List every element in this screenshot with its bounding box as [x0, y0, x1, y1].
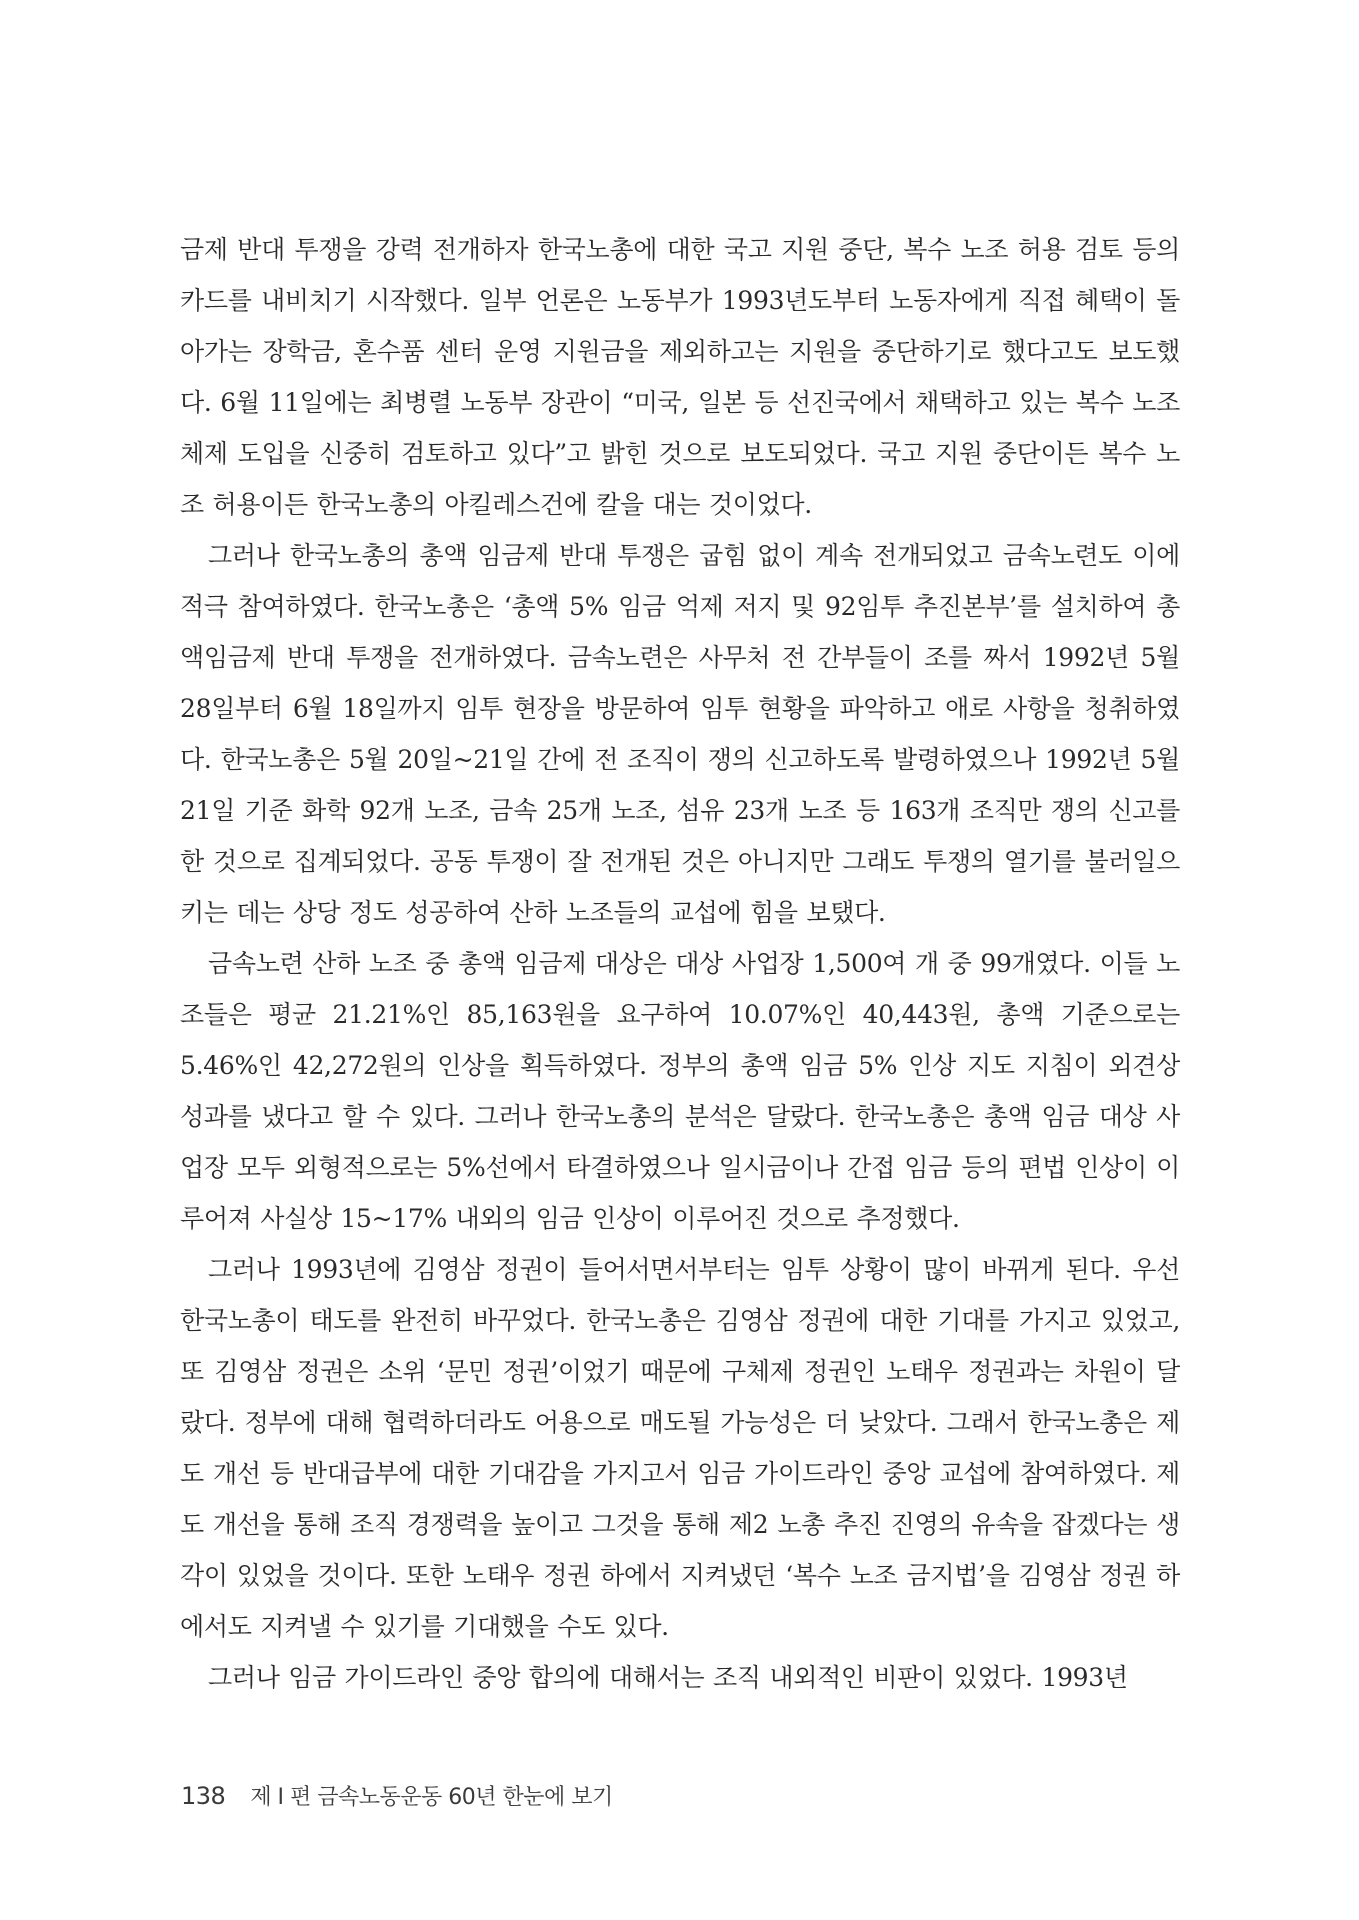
paragraph-5: 그러나 임금 가이드라인 중앙 합의에 대해서는 조직 내외적인 비판이 있었다. 1993년 [208, 1663, 1128, 1692]
paragraph-1: 금제 반대 투쟁을 강력 전개하자 한국노총에 대한 국고 지원 중단, 복수 노조 허용 검토 등의 카드를 내비치기 시작했다. 일부 언론은 노동부가 1993년도부터 노동자에게 직접 혜택이 돌아가는 장학금, 혼수품 센터 운영 지원금을 제외하고는 지원을 중단하기로 했다고도 보도했다. 6월 11일에는 최병렬 노동부 장관이 “미국, 일본 등 선진국에서 채택하고 있는 복수 노조 체제 도입을 신중히 검토하고 있다”고 밝힌 것으로 보도되었다. 국고 지원 중단이든 복수 노조 허용이든 한국노총의 아킬레스건에 칼을 대는 것이었다. [180, 235, 1180, 519]
page-number: 138 [181, 1782, 226, 1810]
paragraph-4: 그러나 1993년에 김영삼 정권이 들어서면서부터는 임투 상황이 많이 바뀌게 된다. 우선 한국노총이 태도를 완전히 바꾸었다. 한국노총은 김영삼 정권에 대한 기대를 가지고 있었고, 또 김영삼 정권은 소위 ‘문민 정권’이었기 때문에 구체제 정권인 노태우 정권과는 차원이 달랐다. 정부에 대해 협력하더라도 어용으로 매도될 가능성은 더 낮았다. 그래서 한국노총은 제도 개선 등 반대급부에 대한 기대감을 가지고서 임금 가이드라인 중앙 교섭에 참여하였다. 제도 개선을 통해 조직 경쟁력을 높이고 그것을 통해 제2 노총 추진 진영의 유속을 잡겠다는 생각이 있었을 것이다. 또한 노태우 정권 하에서 지켜냈던 ‘복수 노조 금지법’을 김영삼 정권 하에서도 지켜낼 수 있기를 기대했을 수도 있다. [180, 1255, 1180, 1641]
body-text [180, 224, 1180, 1703]
paragraph-2: 그러나 한국노총의 총액 임금제 반대 투쟁은 굽힘 없이 계속 전개되었고 금속노련도 이에 적극 참여하였다. 한국노총은 ‘총액 5% 임금 억제 저지 및 92임투 추진본부’를 설치하여 총액임금제 반대 투쟁을 전개하였다. 금속노련은 사무처 전 간부들이 조를 짜서 1992년 5월 28일부터 6월 18일까지 임투 현장을 방문하여 임투 현황을 파악하고 애로 사항을 청취하였다. 한국노총은 5월 20일~21일 간에 전 조직이 쟁의 신고하도록 발령하였으나 1992년 5월 21일 기준 화학 92개 노조, 금속 25개 노조, 섬유 23개 노조 등 163개 조직만 쟁의 신고를 한 것으로 집계되었다. 공동 투쟁이 잘 전개된 것은 아니지만 그래도 투쟁의 열기를 불러일으키는 데는 상당 정도 성공하여 산하 노조들의 교섭에 힘을 보탰다. [180, 541, 1180, 927]
running-head: 제 I 편 금속노동운동 60년 한눈에 보기 [250, 1785, 613, 1810]
page-footer [181, 1780, 613, 1811]
paragraph-3: 금속노련 산하 노조 중 총액 임금제 대상은 대상 사업장 1,500여 개 중 99개였다. 이들 노조들은 평균 21.21%인 85,163원을 요구하여 10.07%인 40,443원, 총액 기준으로는 5.46%인 42,272원의 인상을 획득하였다. 정부의 총액 임금 5% 인상 지도 지침이 외견상 성과를 냈다고 할 수 있다. 그러나 한국노총의 분석은 달랐다. 한국노총은 총액 임금 대상 사업장 모두 외형적으로는 5%선에서 타결하였으나 일시금이나 간접 임금 등의 편법 인상이 이루어져 사실상 15~17% 내외의 임금 인상이 이루어진 것으로 추정했다. [180, 949, 1180, 1233]
